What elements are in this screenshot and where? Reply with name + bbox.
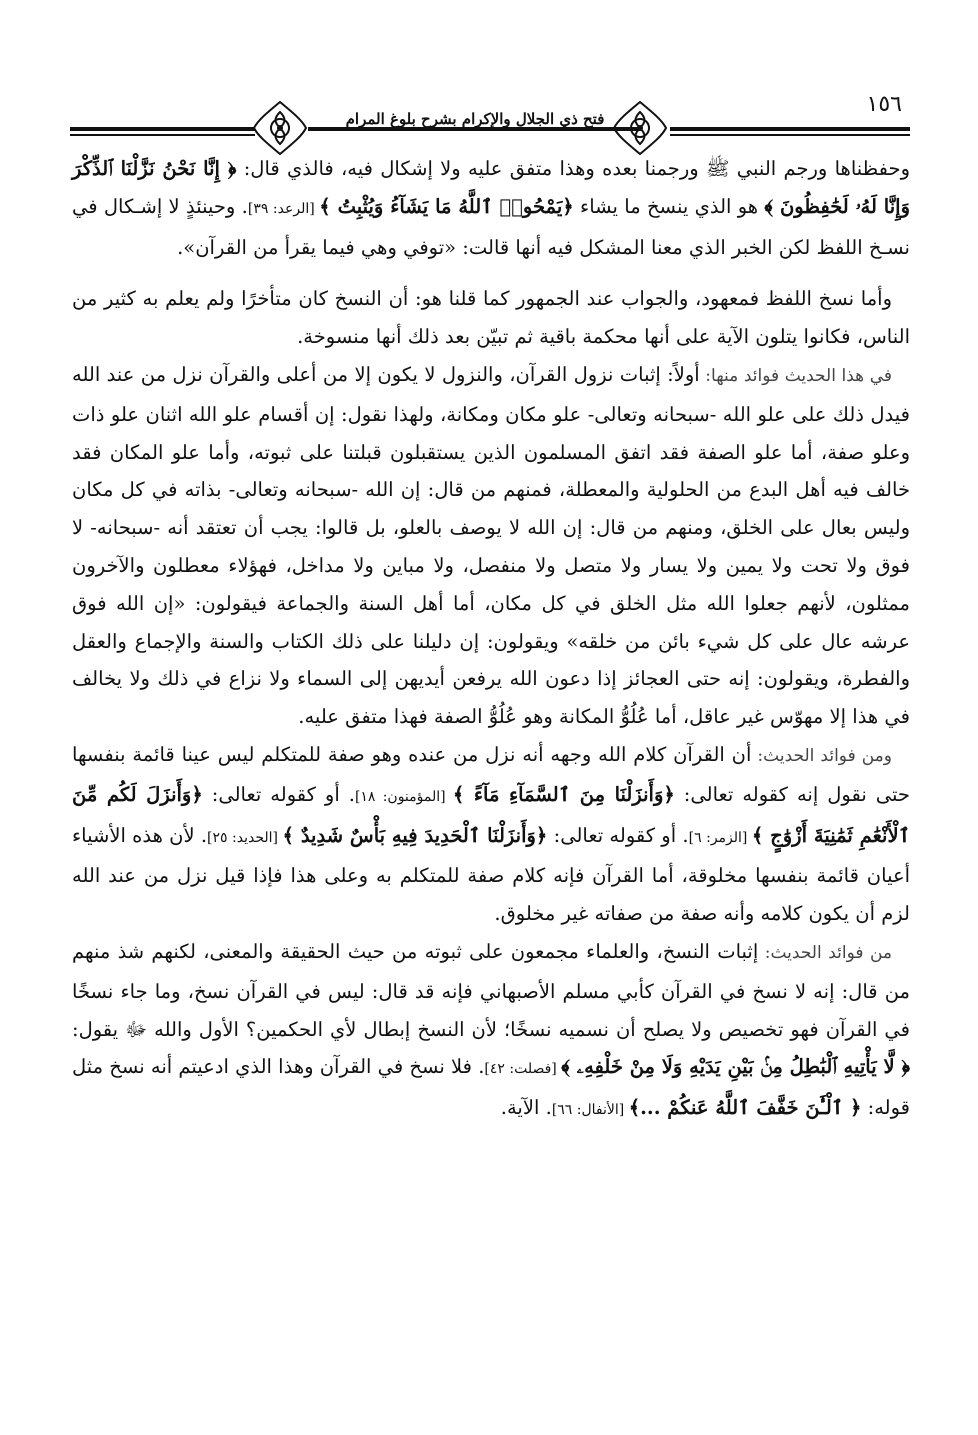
header-rule-right-thin [670, 134, 910, 136]
text: . فلا نسخ في القرآن وهذا الذي ادعيتم أنه نسخ مثل قوله: [72, 1055, 910, 1120]
text: إثبات النسخ، والعلماء مجمعون على ثبوته من حيث الحقيقة والمعنى، لكنهم شذ منهم من قال: إنه لا نسخ في القرآن كأبي مسلم الأصبهاني فإنه قد قال: ليس في القرآن نسخ، وما جاء نسخًا في القرآن فهو تخصيص ولا يصلح أن نسميه نسخًا؛ لأن النسخ إبطال لأي الحكمين؟ الأول والله ﷻ يقول: [72, 939, 910, 1041]
paragraph-1 [72, 150, 910, 266]
header-rule-left-thin [70, 134, 255, 136]
sura-ref: [الحديد: ٢٥] [207, 829, 283, 846]
quran-verse: ﴿وَأَنزَلَ لَكُم مِّنَ ٱلْأَنْعَٰمِ ثَمَٰنِيَةَ أَزْوَٰجٍ ﴾ [72, 782, 911, 847]
page-number: ١٥٦ [866, 92, 902, 117]
text: . أو كقوله تعالى: [202, 782, 355, 806]
paragraph-2 [72, 280, 910, 356]
sura-ref: [فصلت: ٤٢] [484, 1061, 562, 1078]
text: . لأن هذه الأشياء أعيان قائمة بنفسها مخلوقة، أما القرآن فإنه كلام صفة للمتكلم به وعلى هذا فإذا قيل نزل من عند الله لزم أن يكون كلامه وأنه صفة من صفاته غير مخلوق. [72, 823, 910, 926]
text: أولاً: إثبات نزول القرآن، والنزول لا يكون إلا من أعلى والقرآن نزل من عند الله فيدل ذلك على علو الله -سبحانه وتعالى- علو مكان ومكانة، ولهذا نقول: إن أقسام علو الله اثنان علو ذات وعلو صفة، أما علو الصفة فقد اتفق المسلمون الذين يستقبلون قبلتنا على ثبوته، وأما علو المكان فقد خالف فيه أهل البدع من الحلولية والمعطلة، فمنهم من قال: إن الله -سبحانه وتعالى- بذاته في كل مكان وليس بعال على الخلق، ومنهم من قال: إن الله لا يوصف بالعلو، بل قالوا: يجب أن تعتقد أنه -سبحانه- لا فوق ولا تحت ولا يمين ولا يسار ولا متصل ولا منفصل، ولا مباين ولا مداخل، فهؤلاء معطلون والآخرون ممثلون، لأنهم جعلوا الله مثل الخلق في كل مكان، أما أهل السنة والجماعة فيقولون: «إن الله فوق عرشه عال على كل شيء بائن من خلقه» ويقولون: إن دليلنا على ذلك الكتاب والسنة والإجماع والعقل والفطرة، ويقولون: إنه حتى العجائز إذا دعون الله يرفعن أيديهن إلى السماء ولا نزاع في ذلك ولا يخالف في هذا إلا مهوّس غير عاقل، أما عُلُوُّ المكانة وهو عُلُوُّ الصفة فهذا متفق عليه. [72, 362, 910, 729]
text: . أو كقوله تعالى: [547, 823, 689, 847]
quran-verse: ﴿يَمْحُوا۟ ٱللَّهُ مَا يَشَآءُ وَيُثْبِتُ ﴾ [319, 194, 574, 218]
right-ornament-icon [610, 98, 670, 158]
text: . وحينئذٍ لا إشـكال في نسـخ اللفظ لكن الخبر الذي معنا المشكل فيه أنها قالت: «توفي وهي فيما يقرأ من القرآن». [72, 194, 910, 259]
text: . الآية. [500, 1096, 552, 1120]
text: هو الذي ينسخ ما يشاء [573, 194, 765, 218]
sura-ref: [المؤمنون: ١٨] [354, 788, 453, 805]
sura-ref: [الرعد: ٣٩] [247, 200, 320, 217]
quran-verse: ﴿وَأَنزَلْنَا ٱلْحَدِيدَ فِيهِ بَأْسٌ شَدِيدٌ ﴾ [282, 823, 548, 847]
paragraph-3 [72, 356, 910, 736]
text: وأما نسخ اللفظ فمعهود، والجواب عند الجمهور كما قلنا هو: أن النسخ كان متأخرًا ولم يعلم به كثير من الناس، فكانوا يتلون الآية على أنها محكمة باقية ثم تبيّن بعد ذلك أنها منسوخة. [72, 287, 910, 349]
text: وحفظناها ورجم النبي ﷺ ورجمنا بعده وهذا متفق عليه ولا إشكال فيه، فالذي قال: [236, 157, 910, 180]
header-rule-left [70, 127, 255, 131]
quran-verse: ﴿وَأَنزَلْنَا مِنَ ٱلسَّمَآءِ مَآءً ﴾ [452, 782, 675, 806]
section-lead: من فوائد الحديث: [758, 942, 892, 963]
quran-verse: ﴿ إِنَّا نَحْنُ نَزَّلْنَا ٱلذِّكْرَ وَإِنَّا لَهُۥ لَحَٰفِظُونَ ﴾ [72, 157, 910, 218]
sura-ref: [الزمر: ٦] [688, 829, 752, 846]
paragraph-5 [72, 933, 910, 1130]
page-body [72, 150, 910, 1130]
quran-verse: ﴿ لَّا يَأْتِيهِ ٱلْبَٰطِلُ مِنۢ بَيْنِ يَدَيْهِ وَلَا مِنْ خَلْفِهِۦ ﴾ [561, 1055, 911, 1079]
sura-ref: [الأنفال: ٦٦] [551, 1102, 629, 1119]
left-ornament-icon [250, 98, 310, 158]
quran-verse: ﴿ ٱلْـَٰٔنَ خَفَّفَ ٱللَّهُ عَنكُمْ ...﴾ [628, 1096, 862, 1120]
paragraph-4 [72, 736, 910, 933]
section-lead: في هذا الحديث فوائد منها: [699, 365, 892, 386]
book-title: فتح ذي الجلال والإكرام بشرح بلوغ المرام [345, 110, 605, 128]
header-rule-right [670, 127, 910, 131]
section-lead: ومن فوائد الحديث: [751, 745, 892, 766]
text: أن القرآن كلام الله وجهه أنه نزل من عنده وهو صفة للمتكلم ليس عينا قائمة بنفسها حتى نقول إنه كقوله تعالى: [72, 742, 910, 806]
